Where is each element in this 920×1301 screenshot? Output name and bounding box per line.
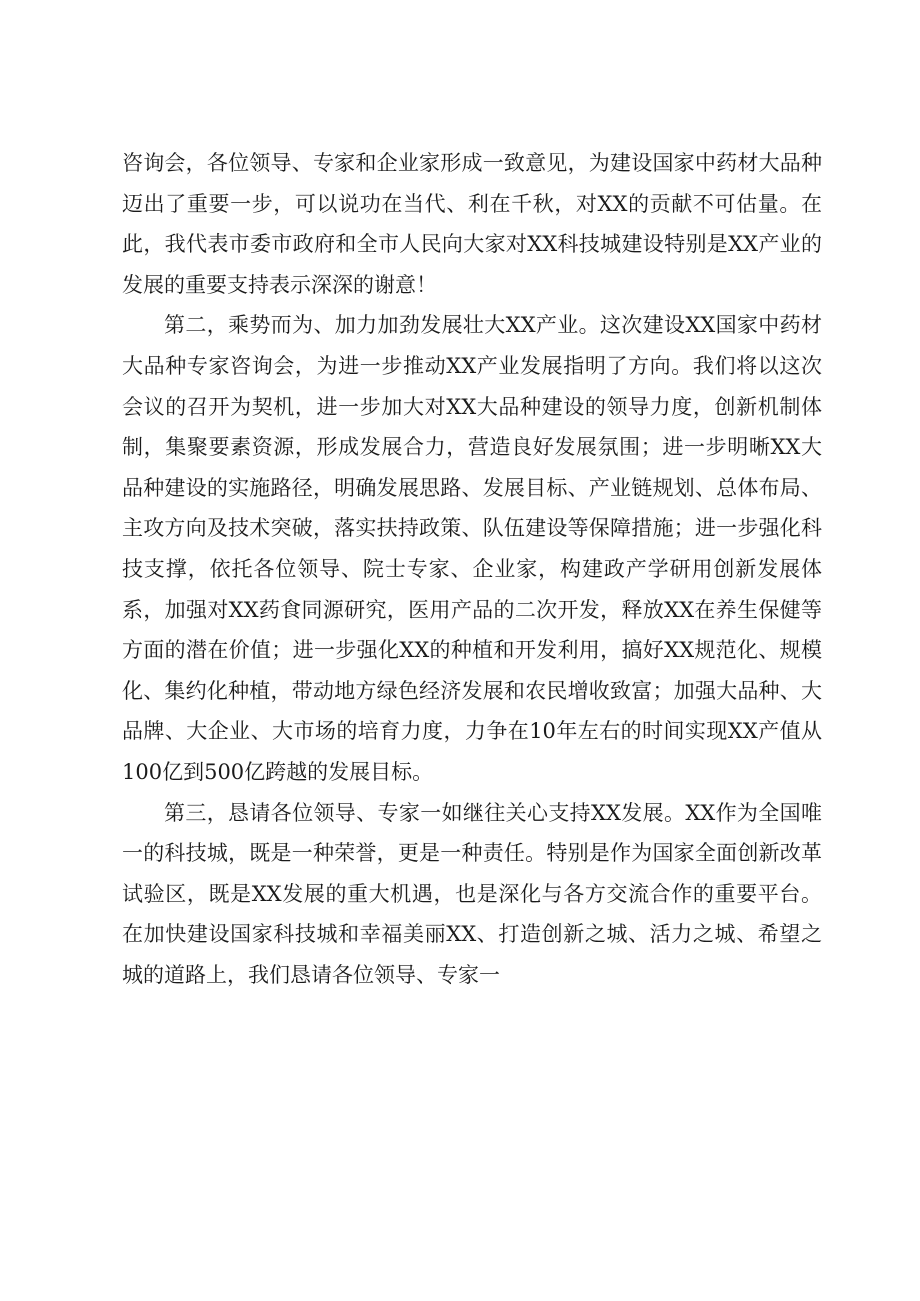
paragraph-third-point: 第三，恳请各位领导、专家一如继往关心支持XX发展。XX作为全国唯一的科技城，既是一种荣誉，更是一种责任。特别是作为国家全面创新改革试验区，既是XX发展的重大机遇，也是深化与各方交流合作的重要平台。在加快建设国家科技城和幸福美丽XX、打造创新之城、活力之城、希望之城的道路上，我们恳请各位领导、专家一 — [122, 800, 822, 987]
paragraph-second-point: 第二，乘势而为、加力加劲发展壮大XX产业。这次建设XX国家中药材大品种专家咨询会，为进一步推动XX产业发展指明了方向。我们将以这次会议的召开为契机，进一步加大对XX大品种建设的领导力度，创新机制体制，集聚要素资源，形成发展合力，营造良好发展氛围；进一步明晰XX大品种建设的实施路径，明确发展思路、发展目标、产业链规划、总体布局、主攻方向及技术突破，落实扶持政策、队伍建设等保障措施；进一步强化科技支撑，依托各位领导、院士专家、企业家，构建政产学研用创新发展体系，加强对XX药食同源研究，医用产品的二次开发，释放XX在养生保健等方面的潜在价值；进一步强化XX的种植和开发利用，搞好XX规范化、规模化、集约化种植，带动地方绿色经济发展和农民增收致富；加强大品种、大品牌、大企业、大市场的培育力度，力争在10年左右的时间实现XX产值从100亿到500亿跨越的发展目标。 — [122, 313, 822, 784]
document-body — [122, 143, 822, 995]
paragraph-continuation: 咨询会，各位领导、专家和企业家形成一致意见，为建设国家中药材大品种迈出了重要一步，可以说功在当代、利在千秋，对XX的贡献不可估量。在此，我代表市委市政府和全市人民向大家对XX科技城建设特别是XX产业的发展的重要支持表示深深的谢意！ — [122, 151, 822, 297]
